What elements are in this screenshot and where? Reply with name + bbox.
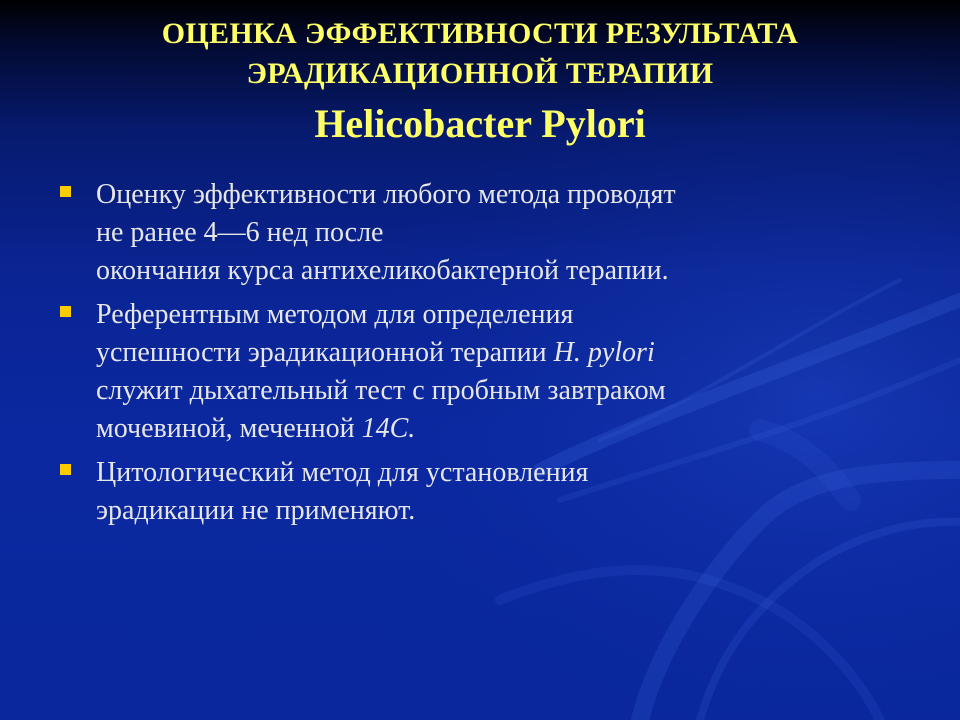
bullet-square-icon [60, 186, 71, 197]
bullet-2-line-3: служит дыхательный тест с пробным завтраком [96, 375, 666, 406]
bullet-square-icon [60, 306, 71, 317]
bullet-item-2 [60, 296, 920, 448]
bullet-2-line-2 [96, 334, 920, 372]
bullet-2-line-4-text: мочевиной, меченной [96, 413, 362, 444]
title-line-1: ОЦЕНКА ЭФФЕКТИВНОСТИ РЕЗУЛЬТАТА [161, 17, 799, 50]
bullet-1-line-1: Оценку эффективности любого метода проводят [96, 179, 676, 210]
bullet-2-line-1: Референтным методом для определения [96, 299, 574, 330]
title-line-2: ЭРАДИКАЦИОННОЙ ТЕРАПИИ [246, 57, 714, 90]
bullet-1-line-3: окончания курса антихеликобактерной терапии. [96, 255, 669, 286]
bullet-2-line-2-text: успешности эрадикационной терапии [96, 337, 554, 368]
bullet-2-pathogen-name: H. pylori [553, 337, 655, 368]
slide-title [0, 14, 960, 150]
bullet-3-line-2: эрадикации не применяют. [96, 495, 416, 526]
bullet-1-line-2: не ранее 4—6 нед после [96, 217, 384, 248]
bullet-2-isotope-label: 14C. [361, 413, 416, 444]
bullet-2-line-4 [96, 410, 920, 448]
bullet-list [60, 176, 920, 536]
bullet-item-3 [60, 454, 920, 530]
bullet-3-line-1: Цитологический метод для установления [96, 457, 589, 488]
title-line-3: Helicobacter Pylori [314, 101, 646, 146]
bullet-item-1 [60, 176, 920, 290]
bullet-square-icon [60, 464, 71, 475]
